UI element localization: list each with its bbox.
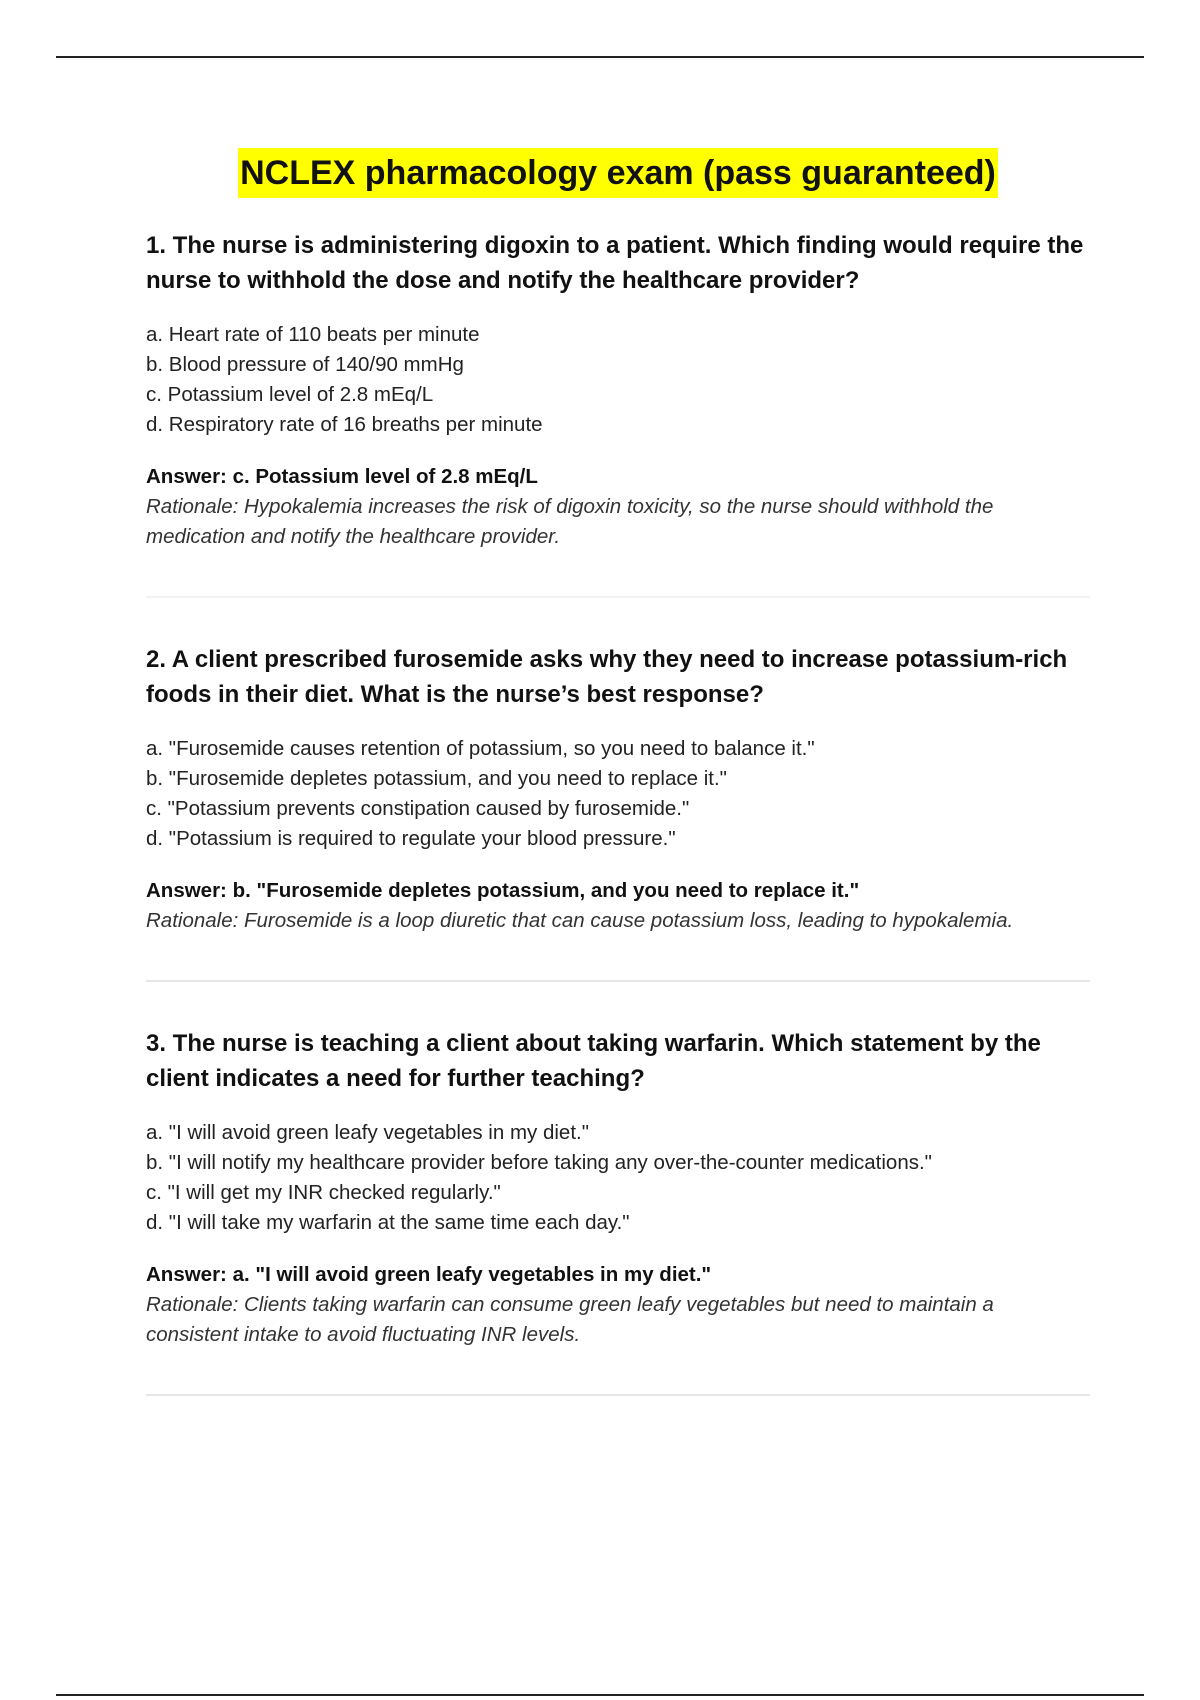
page-bottom-rule [56,1694,1144,1696]
correct-answer: Answer: a. "I will avoid green leafy vegetables in my diet." [146,1263,712,1286]
document-title: NCLEX pharmacology exam (pass guaranteed) [238,148,998,198]
option-a: a. "Furosemide causes retention of potassium, so you need to balance it." [146,737,815,760]
page-top-rule [56,56,1144,58]
title-block [146,148,1090,198]
option-c: c. Potassium level of 2.8 mEq/L [146,383,434,406]
answer-options [146,734,1090,854]
question-block-1 [146,228,1090,552]
option-d: d. "Potassium is required to regulate your blood pressure." [146,827,676,850]
rationale-text: Rationale: Hypokalemia increases the risk of digoxin toxicity, so the nurse should withhold the medication and notify the healthcare provider. [146,495,994,548]
option-a: a. Heart rate of 110 beats per minute [146,323,480,346]
option-c: c. "I will get my INR checked regularly." [146,1181,501,1204]
correct-answer: Answer: c. Potassium level of 2.8 mEq/L [146,465,538,488]
question-block-2 [146,642,1090,936]
answer-options [146,1118,1090,1238]
rationale-text: Rationale: Clients taking warfarin can consume green leafy vegetables but need to maintain a consistent intake to avoid fluctuating INR levels. [146,1293,994,1346]
section-divider [146,980,1090,982]
question-stem: 1. The nurse is administering digoxin to a patient. Which finding would require the nurse to withhold the dose and notify the healthcare provider? [146,232,1084,294]
section-divider [146,1394,1090,1396]
rationale-text: Rationale: Furosemide is a loop diuretic that can cause potassium loss, leading to hypokalemia. [146,909,1014,932]
document-page [146,148,1090,1440]
option-a: a. "I will avoid green leafy vegetables in my diet." [146,1121,590,1144]
correct-answer: Answer: b. "Furosemide depletes potassium, and you need to replace it." [146,879,860,902]
section-divider [146,596,1090,598]
question-stem: 2. A client prescribed furosemide asks why they need to increase potassium-rich foods in their diet. What is the nurse’s best response? [146,646,1068,708]
option-b: b. Blood pressure of 140/90 mmHg [146,353,464,376]
question-stem: 3. The nurse is teaching a client about taking warfarin. Which statement by the client indicates a need for further teaching? [146,1030,1041,1092]
option-b: b. "Furosemide depletes potassium, and you need to replace it." [146,767,727,790]
question-block-3 [146,1026,1090,1350]
answer-options [146,320,1090,440]
option-d: d. Respiratory rate of 16 breaths per minute [146,413,543,436]
option-d: d. "I will take my warfarin at the same time each day." [146,1211,630,1234]
option-c: c. "Potassium prevents constipation caused by furosemide." [146,797,690,820]
option-b: b. "I will notify my healthcare provider before taking any over-the-counter medications." [146,1151,932,1174]
